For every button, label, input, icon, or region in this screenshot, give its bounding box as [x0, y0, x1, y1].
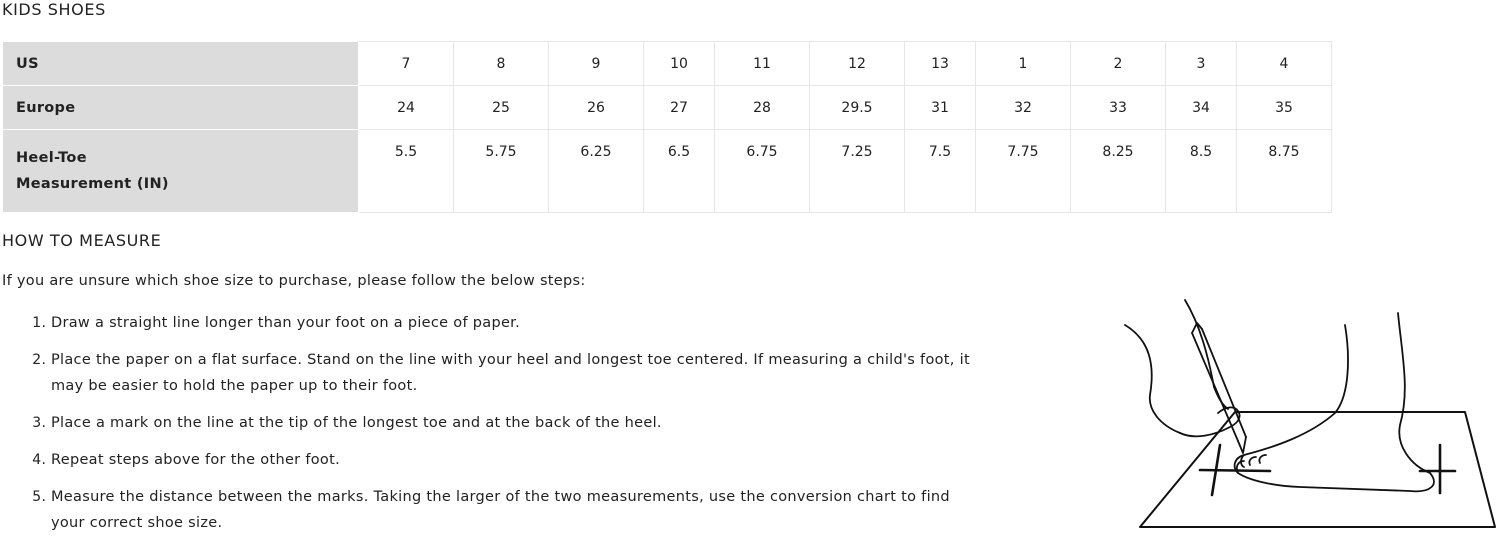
table-cell: 8 [454, 42, 549, 86]
table-row-us [3, 42, 1332, 86]
size-conversion-table [2, 41, 1332, 213]
table-cell: 31 [905, 86, 976, 130]
table-cell: 29.5 [810, 86, 905, 130]
table-cell: 33 [1071, 86, 1166, 130]
table-cell: 7.75 [976, 130, 1071, 213]
table-cell: 6.25 [549, 130, 644, 213]
table-cell: 28 [715, 86, 810, 130]
table-cell: 26 [549, 86, 644, 130]
how-to-measure-title: HOW TO MEASURE [2, 231, 162, 250]
table-cell: 11 [715, 42, 810, 86]
table-cell: 1 [976, 42, 1071, 86]
table-cell: 7 [359, 42, 454, 86]
table-cell: 27 [644, 86, 715, 130]
row-label-europe: Europe [3, 86, 359, 130]
table-cell: 9 [549, 42, 644, 86]
table-cell: 5.75 [454, 130, 549, 213]
table-cell: 6.75 [715, 130, 810, 213]
list-item: 3. Place a mark on the line at the tip of the longest toe and at the back of the heel. [51, 410, 986, 436]
table-cell: 10 [644, 42, 715, 86]
table-row-europe [3, 86, 1332, 130]
row-label-heel-toe [3, 130, 359, 213]
table-cell: 24 [359, 86, 454, 130]
table-cell: 7.25 [810, 130, 905, 213]
table-cell: 8.5 [1166, 130, 1237, 213]
table-cell: 8.25 [1071, 130, 1166, 213]
table-cell: 6.5 [644, 130, 715, 213]
table-cell: 34 [1166, 86, 1237, 130]
row-label-line: Measurement (IN) [16, 176, 169, 192]
table-cell: 8.75 [1237, 130, 1332, 213]
list-item: 1. Draw a straight line longer than your foot on a piece of paper. [51, 310, 986, 336]
table-cell: 25 [454, 86, 549, 130]
row-label-us: US [3, 42, 359, 86]
list-item: 4. Repeat steps above for the other foot. [51, 447, 986, 473]
table-row-heel-toe [3, 130, 1332, 213]
table-cell: 2 [1071, 42, 1166, 86]
measure-steps-list [23, 310, 986, 547]
table-cell: 4 [1237, 42, 1332, 86]
list-item: 2. Place the paper on a flat surface. Stand on the line with your heel and longest toe centered. If measuring a child's foot, it may be easier to hold the paper up to their foot. [51, 347, 986, 399]
table-cell: 32 [976, 86, 1071, 130]
intro-text: If you are unsure which shoe size to purchase, please follow the below steps: [2, 273, 586, 289]
list-item: 5. Measure the distance between the marks. Taking the larger of the two measurements, use the conversion chart to find your correct shoe size. [51, 484, 986, 536]
table-cell: 3 [1166, 42, 1237, 86]
row-label-line: Heel-Toe [16, 150, 87, 166]
table-cell: 7.5 [905, 130, 976, 213]
table-cell: 13 [905, 42, 976, 86]
foot-measuring-illustration-icon [1110, 295, 1500, 531]
table-cell: 35 [1237, 86, 1332, 130]
table-cell: 12 [810, 42, 905, 86]
kids-shoes-title: KIDS SHOES [2, 0, 106, 19]
table-cell: 5.5 [359, 130, 454, 213]
